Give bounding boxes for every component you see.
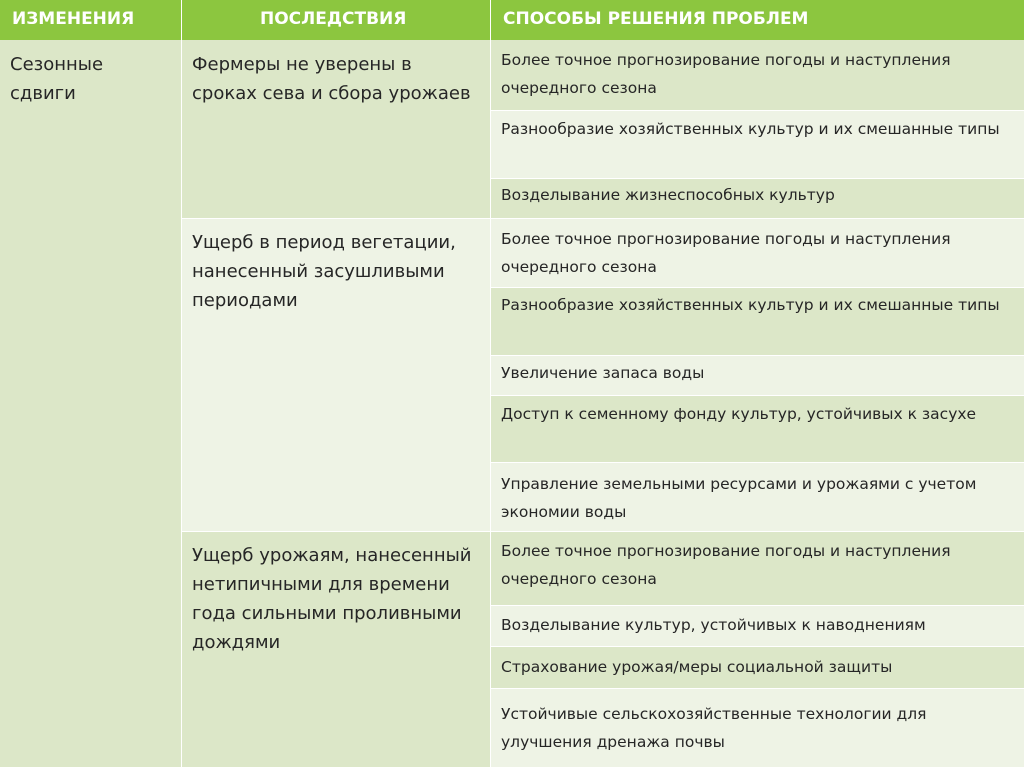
solution-cell: Возделывание культур, устойчивых к наводнениям: [491, 605, 1024, 646]
row-divider: [491, 178, 1024, 179]
solution-cell: Доступ к семенному фонду культур, устойчивых к засухе: [491, 395, 1024, 462]
consequence-cell-1: Фермеры не уверены в сроках сева и сбора урожаев: [182, 40, 491, 218]
solution-cell: Возделывание жизнеспособных культур: [491, 178, 1024, 218]
header-solutions: СПОСОБЫ РЕШЕНИЯ ПРОБЛЕМ: [491, 0, 1024, 40]
row-divider: [182, 218, 1024, 219]
consequence-cell-3: Ущерб урожаям, нанесенный нетипичными для времени года сильными проливными дождями: [182, 531, 491, 767]
change-cell: Сезонные сдвиги: [0, 40, 182, 767]
row-divider: [491, 646, 1024, 647]
solution-cell: Устойчивые сельскохозяйственные технологии для улучшения дренажа почвы: [491, 688, 1024, 767]
solution-cell: Разнообразие хозяйственных культур и их смешанные типы: [491, 110, 1024, 178]
header-changes: ИЗМЕНЕНИЯ: [0, 0, 182, 40]
row-divider: [182, 531, 1024, 532]
row-divider: [491, 462, 1024, 463]
column-divider: [490, 0, 491, 767]
row-divider: [491, 688, 1024, 689]
row-divider: [491, 355, 1024, 356]
solution-cell: Страхование урожая/меры социальной защиты: [491, 646, 1024, 688]
solution-cell: Управление земельными ресурсами и урожаями с учетом экономии воды: [491, 462, 1024, 531]
header-consequences: ПОСЛЕДСТВИЯ: [182, 0, 491, 40]
row-divider: [491, 287, 1024, 288]
row-divider: [491, 605, 1024, 606]
solution-cell: Более точное прогнозирование погоды и наступления очередного сезона: [491, 40, 1024, 110]
solution-cell: Более точное прогнозирование погоды и наступления очередного сезона: [491, 218, 1024, 287]
solution-cell: Увеличение запаса воды: [491, 355, 1024, 395]
column-divider: [181, 0, 182, 767]
solution-cell: Более точное прогнозирование погоды и наступления очередного сезона: [491, 531, 1024, 605]
solution-cell: Разнообразие хозяйственных культур и их смешанные типы: [491, 287, 1024, 355]
row-divider: [491, 110, 1024, 111]
row-divider: [491, 395, 1024, 396]
consequence-cell-2: Ущерб в период вегетации, нанесенный засушливыми периодами: [182, 218, 491, 531]
